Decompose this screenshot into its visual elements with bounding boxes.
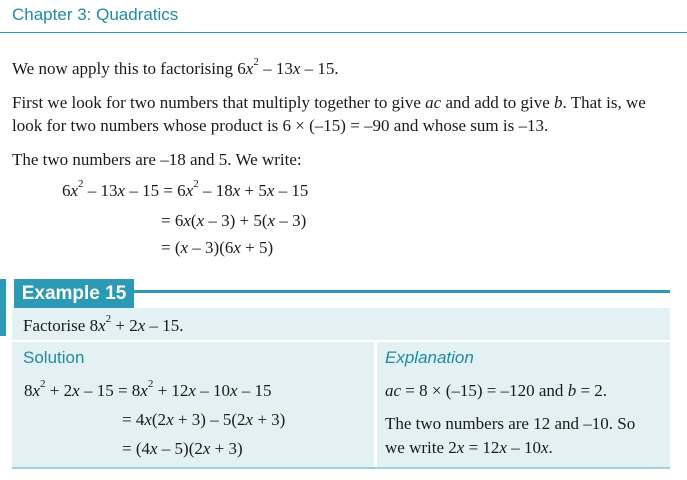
explanation-line-2: The two numbers are 12 and –10. So — [385, 414, 636, 433]
intro-line-4: The two numbers are –18 and 5. We write: — [12, 150, 302, 169]
example-left-bar — [0, 279, 6, 336]
intro-line-1: We now apply this to factorising $6x^2 - 13x - 15$. — [12, 56, 339, 78]
solution-line-3: = (4x – 5)(2x + 3) — [122, 439, 243, 458]
example-bottom-rule — [12, 467, 670, 469]
solution-heading: Solution — [23, 348, 85, 367]
example-divider — [12, 340, 670, 342]
chapter-title: Chapter 3: Quadratics — [12, 5, 179, 24]
solution-line-2: = 4x(2x + 3) – 5(2x + 3) — [122, 410, 286, 429]
example-title: Example 15 — [21, 283, 127, 304]
example-title-box — [14, 279, 134, 308]
explanation-heading: Explanation — [385, 348, 474, 367]
chapter-rule — [0, 32, 687, 33]
derivation-line-3: = (x – 3)(6x + 5) — [161, 238, 274, 257]
column-divider — [374, 342, 377, 468]
example-rule — [134, 290, 670, 293]
intro-line-3: look for two numbers whose product is 6 × (–15) = –90 and whose sum is –13. — [12, 116, 549, 135]
example-problem: Factorise $8x^2 + 2x - 15$. — [23, 313, 184, 335]
solution-line-1: $8x^2 + 2x - 15 = 8x^2 + 12x - 10x - 15$ — [24, 378, 272, 400]
derivation-line-2: = 6x(x – 3) + 5(x – 3) — [161, 211, 307, 230]
derivation-line-1: $6x^2 - 13x - 15 = 6x^2 - 18x + 5x - 15$ — [62, 178, 309, 200]
intro-line-2: First we look for two numbers that multiply together to give ac and add to give b. That is, we — [12, 93, 646, 112]
explanation-line-3: we write 2x = 12x – 10x. — [385, 438, 553, 457]
explanation-line-1: ac = 8 × (–15) = –120 and b = 2. — [385, 381, 608, 400]
